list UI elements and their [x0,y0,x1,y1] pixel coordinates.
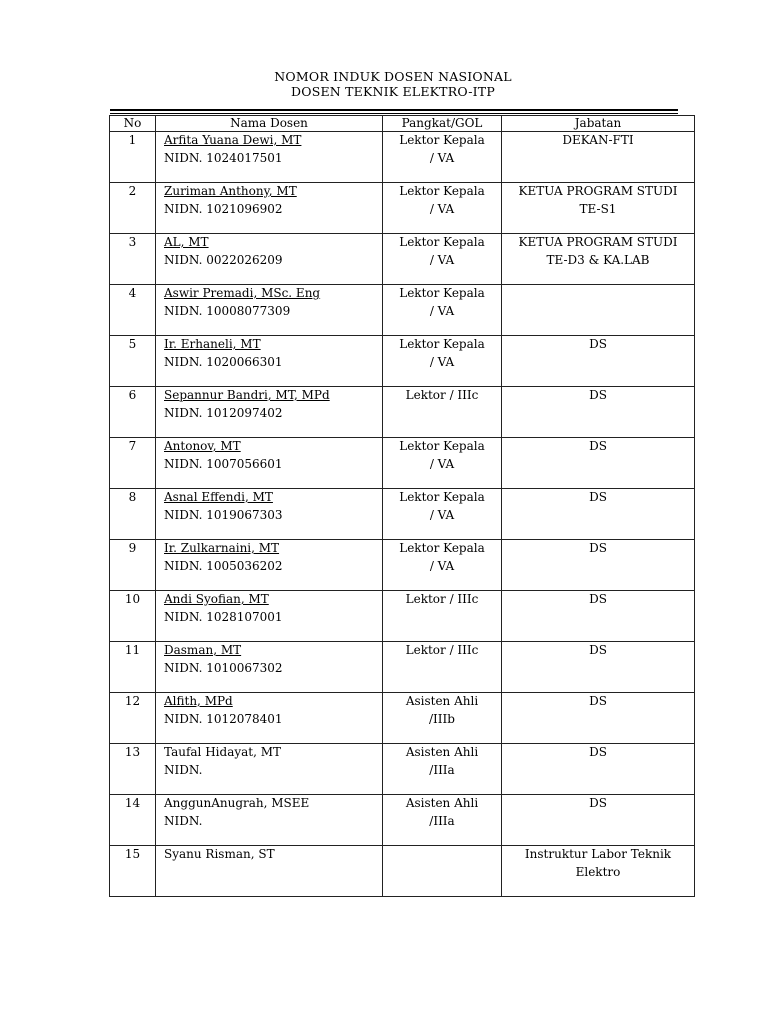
table-row [110,336,695,387]
rank-line-2: / VA [429,150,455,165]
table-row [110,183,695,234]
position-line-1: DS [589,439,607,453]
rank-cell [383,795,502,846]
lecturer-name: Aswir Premadi, MSc. Eng [164,286,321,300]
position-line-1: KETUA PROGRAM STUDI [518,184,678,198]
table-row [110,438,695,489]
lecturer-cell [156,540,383,591]
rank-line-1: Lektor Kepala [399,286,485,300]
row-number: 6 [110,387,156,438]
lecturer-cell [156,387,383,438]
row-number: 2 [110,183,156,234]
lecturer-cell [156,642,383,693]
document-title-line-1: NOMOR INDUK DOSEN NASIONAL [274,69,512,84]
rank-cell [383,846,502,897]
lecturer-name: Taufal Hidayat, MT [164,745,282,759]
table-row [110,285,695,336]
lecturer-nidn: NIDN. 0022026209 [164,252,283,267]
rank-line-2: / VA [429,507,455,522]
lecturer-nidn: NIDN. 1021096902 [164,201,283,216]
document-title-line-2: DOSEN TEKNIK ELEKTRO-ITP [291,84,495,99]
lecturer-cell [156,132,383,183]
header-name: Nama Dosen [156,116,383,132]
lecturer-cell [156,183,383,234]
table-row [110,693,695,744]
position-cell [502,846,695,897]
rank-cell [383,693,502,744]
rank-line-2: /IIIa [429,813,455,828]
position-line-1: DS [589,337,607,351]
lecturer-name: AnggunAnugrah, MSEE [164,796,310,810]
header-no: No [110,116,156,132]
position-cell [502,744,695,795]
table-row [110,489,695,540]
lecturer-name: Asnal Effendi, MT [164,490,273,504]
rank-line-1: Asisten Ahli [405,694,479,708]
lecturer-table [109,115,695,897]
rank-line-2: / VA [429,456,455,471]
row-number: 12 [110,693,156,744]
position-line-2: TE-S1 [579,201,617,216]
lecturer-nidn: NIDN. [164,813,203,828]
lecturer-nidn: NIDN. 1007056601 [164,456,283,471]
lecturer-nidn: NIDN. [164,762,203,777]
position-line-1: DS [589,388,607,402]
position-line-2: TE-D3 & KA.LAB [546,252,650,267]
rank-cell [383,285,502,336]
lecturer-name: Dasman, MT [164,643,242,657]
table-row [110,387,695,438]
rank-line-2: / VA [429,558,455,573]
rank-line-1: Lektor Kepala [399,439,485,453]
table-row [110,132,695,183]
row-number: 4 [110,285,156,336]
table-header-row [110,116,695,132]
lecturer-nidn: NIDN. 1019067303 [164,507,283,522]
lecturer-cell [156,591,383,642]
row-number: 5 [110,336,156,387]
lecturer-name: Andi Syofian, MT [164,592,269,606]
row-number: 10 [110,591,156,642]
lecturer-cell [156,336,383,387]
table-row [110,540,695,591]
lecturer-nidn: NIDN. 1012097402 [164,405,283,420]
lecturer-cell [156,234,383,285]
position-line-1: DS [589,796,607,810]
table-row [110,642,695,693]
rank-line-1: Lektor Kepala [399,337,485,351]
lecturer-nidn: NIDN. 1010067302 [164,660,283,675]
position-line-1: DS [589,643,607,657]
position-cell [502,591,695,642]
lecturer-name: Antonov, MT [164,439,241,453]
title-divider-thick [110,109,678,111]
table-row [110,795,695,846]
rank-line-1: Lektor / IIIc [405,643,479,657]
table-row [110,234,695,285]
rank-line-1: Lektor / IIIc [405,592,479,606]
rank-line-1: Lektor Kepala [399,133,485,147]
position-cell [502,234,695,285]
lecturer-cell [156,846,383,897]
position-cell [502,489,695,540]
rank-line-1: Lektor Kepala [399,184,485,198]
position-line-1: DS [589,541,607,555]
rank-cell [383,336,502,387]
position-cell [502,336,695,387]
lecturer-nidn: NIDN. 1012078401 [164,711,283,726]
lecturer-cell [156,693,383,744]
rank-cell [383,183,502,234]
lecturer-cell [156,438,383,489]
lecturer-cell [156,795,383,846]
rank-line-1: Lektor / IIIc [405,388,479,402]
position-cell [502,387,695,438]
lecturer-name: Zuriman Anthony, MT [164,184,297,198]
lecturer-name: AL, MT [164,235,209,249]
row-number: 1 [110,132,156,183]
position-cell [502,132,695,183]
rank-line-1: Lektor Kepala [399,490,485,504]
rank-line-2: / VA [429,201,455,216]
lecturer-cell [156,489,383,540]
lecturer-nidn: NIDN. 1028107001 [164,609,283,624]
rank-cell [383,234,502,285]
position-cell [502,795,695,846]
lecturer-name: Ir. Zulkarnaini, MT [164,541,280,555]
position-line-1: DS [589,694,607,708]
lecturer-nidn: NIDN. 1005036202 [164,558,283,573]
row-number: 7 [110,438,156,489]
lecturer-name: Sepannur Bandri, MT, MPd [164,388,330,402]
position-line-1: DS [589,745,607,759]
rank-line-1: Asisten Ahli [405,745,479,759]
rank-cell [383,642,502,693]
row-number: 13 [110,744,156,795]
header-position: Jabatan [502,116,695,132]
rank-line-2: /IIIa [429,762,455,777]
rank-line-2: /IIIb [429,711,455,726]
rank-cell [383,387,502,438]
position-cell [502,642,695,693]
rank-line-1: Lektor Kepala [399,235,485,249]
rank-cell [383,591,502,642]
position-cell [502,438,695,489]
table-row [110,744,695,795]
rank-line-2: / VA [429,303,455,318]
rank-cell [383,540,502,591]
table-row [110,846,695,897]
header-rank: Pangkat/GOL [383,116,502,132]
position-cell [502,693,695,744]
position-line-1: DS [589,592,607,606]
position-cell [502,183,695,234]
lecturer-name: Arfita Yuana Dewi, MT [164,133,302,147]
rank-line-2: / VA [429,252,455,267]
position-line-2: Elektro [575,864,621,879]
position-line-1: Instruktur Labor Teknik [524,847,672,861]
row-number: 15 [110,846,156,897]
title-divider-thin [110,113,678,114]
rank-line-1: Lektor Kepala [399,541,485,555]
rank-cell [383,132,502,183]
position-line-1: DEKAN-FTI [562,133,634,147]
lecturer-nidn: NIDN. 10008077309 [164,303,291,318]
lecturer-cell [156,744,383,795]
lecturer-name: Alfith, MPd [164,694,233,708]
rank-cell [383,489,502,540]
lecturer-nidn: NIDN. 1020066301 [164,354,283,369]
position-line-1: DS [589,490,607,504]
row-number: 11 [110,642,156,693]
lecturer-cell [156,285,383,336]
row-number: 9 [110,540,156,591]
row-number: 14 [110,795,156,846]
lecturer-name: Ir. Erhaneli, MT [164,337,261,351]
position-cell [502,540,695,591]
rank-cell [383,744,502,795]
lecturer-name: Syanu Risman, ST [164,847,275,861]
row-number: 8 [110,489,156,540]
rank-line-2: / VA [429,354,455,369]
position-cell [502,285,695,336]
rank-cell [383,438,502,489]
position-line-1: KETUA PROGRAM STUDI [518,235,678,249]
table-row [110,591,695,642]
lecturer-nidn: NIDN. 1024017501 [164,150,283,165]
rank-line-1: Asisten Ahli [405,796,479,810]
row-number: 3 [110,234,156,285]
